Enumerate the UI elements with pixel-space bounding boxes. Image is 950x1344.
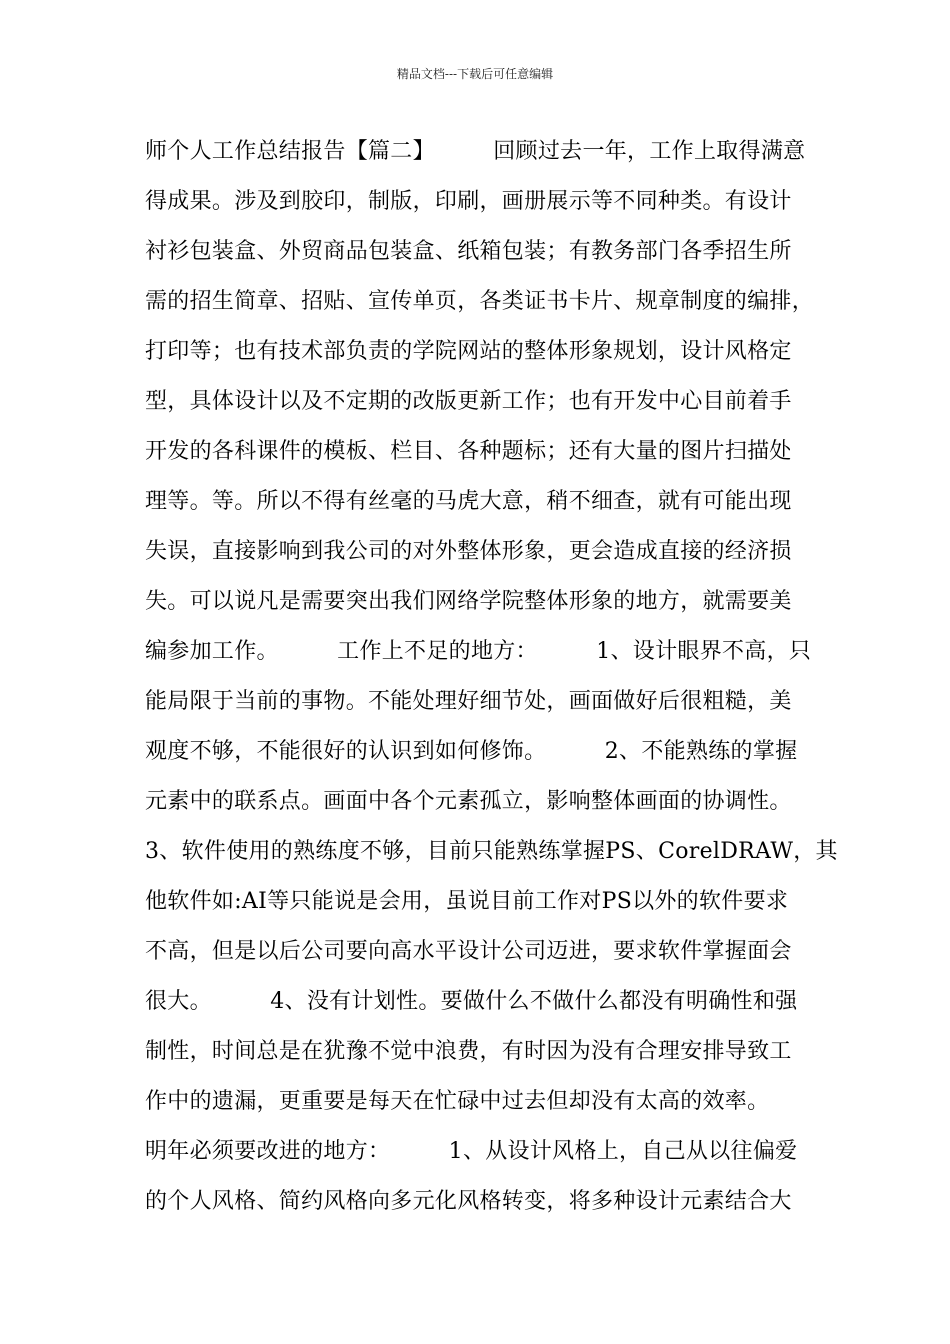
text-line: 能局限于当前的事物。不能处理好细节处，画面做好后很粗糙，美 (145, 689, 792, 714)
text-line: 元素中的联系点。画面中各个元素孤立，影响整体画面的协调性。 (145, 789, 792, 814)
text-line: 不高，但是以后公司要向高水平设计公司迈进，要求软件掌握面会 (145, 939, 792, 964)
text-line: 作中的遗漏，更重要是每天在忙碌中过去但却没有太高的效率。 (145, 1089, 770, 1114)
text-line: 编参加工作。 工作上不足的地方： 1、设计眼界不高，只 (145, 639, 812, 664)
text-line: 师个人工作总结报告【篇二】 回顾过去一年，工作上取得满意 (145, 139, 806, 164)
text-line: 的个人风格、简约风格向多元化风格转变，将多种设计元素结合大 (145, 1189, 792, 1214)
text-line: 失。可以说凡是需要突出我们网络学院整体形象的地方，就需要美 (145, 589, 792, 614)
text-line: 打印等；也有技术部负责的学院网站的整体形象规划，设计风格定 (145, 339, 792, 364)
text-line: 理等。等。所以不得有丝毫的马虎大意，稍不细查，就有可能出现 (145, 489, 792, 514)
text-line: 衬衫包装盒、外贸商品包装盒、纸箱包装；有教务部门各季招生所 (145, 239, 792, 264)
text-line: 需的招生简章、招贴、宣传单页，各类证书卡片、规章制度的编排， (145, 289, 815, 314)
text-line: 制性，时间总是在犹豫不觉中浪费，有时因为没有合理安排导致工 (145, 1039, 792, 1064)
text-line: 他软件如:AI等只能说是会用，虽说目前工作对PS以外的软件要求 (145, 889, 789, 914)
text-line: 很大。 4、没有计划性。要做什么不做什么都没有明确性和强 (145, 989, 798, 1014)
text-line: 失误，直接影响到我公司的对外整体形象，更会造成直接的经济损 (145, 539, 792, 564)
text-line: 得成果。涉及到胶印，制版，印刷，画册展示等不同种类。有设计 (145, 189, 792, 214)
page-header: 精品文档---下载后可任意编辑 (396, 67, 554, 81)
document-body (145, 131, 838, 1231)
text-line: 型，具体设计以及不定期的改版更新工作；也有开发中心目前着手 (145, 389, 792, 414)
text-line: 观度不够，不能很好的认识到如何修饰。 2、不能熟练的掌握 (145, 739, 798, 764)
text-line: 开发的各科课件的模板、栏目、各种题标；还有大量的图片扫描处 (145, 439, 792, 464)
text-line: 明年必须要改进的地方： 1、从设计风格上，自己从以往偏爱 (145, 1139, 798, 1164)
text-line: 3、软件使用的熟练度不够，目前只能熟练掌握PS、CorelDRAW，其 (145, 839, 838, 864)
